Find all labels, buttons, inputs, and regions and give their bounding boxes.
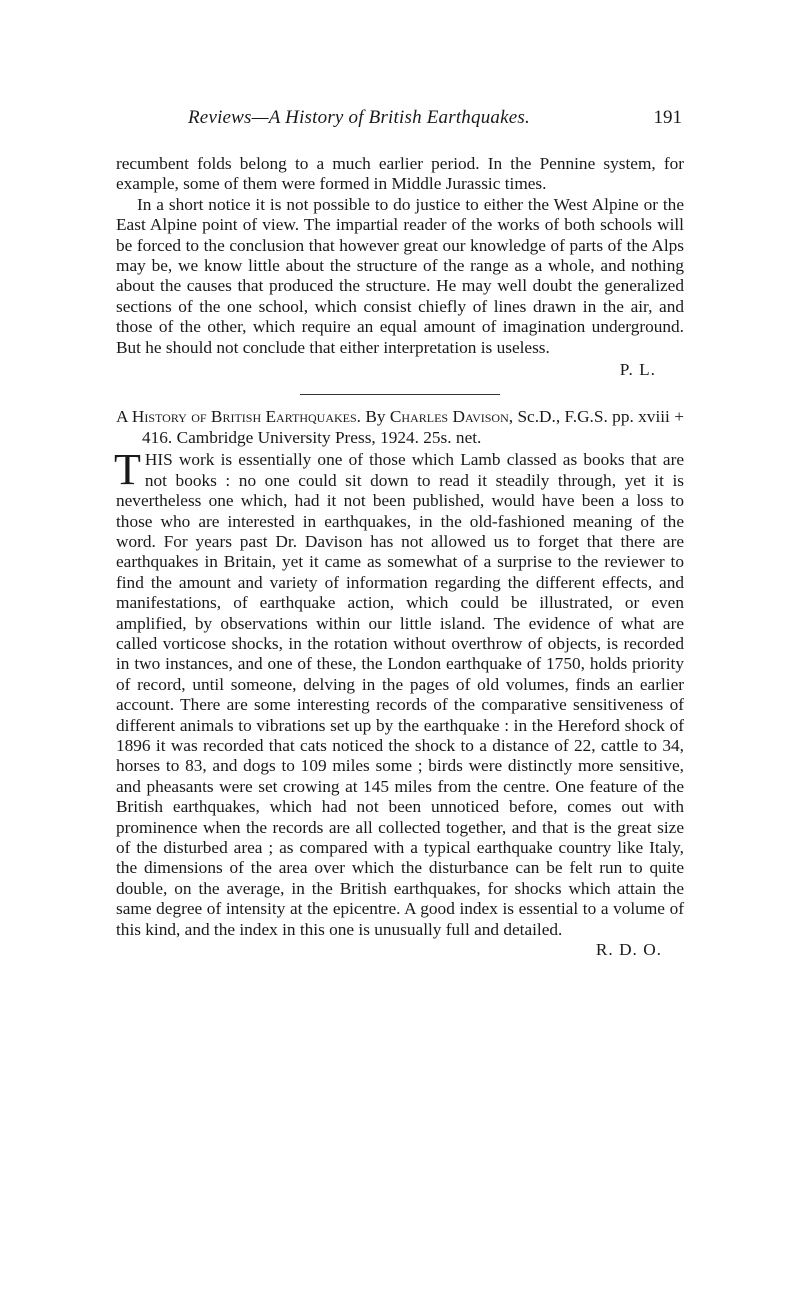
review1-paragraph-continued: recumbent folds belong to a much earlier period. In the Pennine system, for example, some of them were formed in Middle Jurassic times.: [116, 154, 684, 194]
review2-book-heading: [116, 407, 684, 448]
review2-body: [114, 445, 684, 940]
book-details: Sc.D., F.G.S. pp. xviii + 416. Cambridge University Press, 1924. 25s. net.: [142, 407, 684, 447]
book-by: By: [365, 407, 386, 427]
section-divider: [300, 394, 500, 395]
journal-page: [116, 108, 684, 960]
review2-signature: R. D. O.: [595, 940, 662, 960]
book-title: A History of British Earthquakes.: [116, 407, 361, 427]
review1-paragraph-2: In a short notice it is not possible to do justice to either the West Alpine or the East Alpine point of view. The impartial reader of the works of both schools will be forced to the conclusion that however great our knowledge of parts of the Alps may be, we know little about the structure of the range as a whole, and nothing about the causes that produced the structure. He may well doubt the generalized sections of the one school, which consist chiefly of lines drawn in the air, and those of the other, which require an equal amount of imagination underground. But he should not conclude that either interpretation is useless.: [116, 194, 684, 357]
drop-cap: T: [114, 445, 141, 495]
page-number: 191: [653, 107, 682, 128]
running-head: [116, 108, 684, 132]
review2-body-text: HIS work is essentially one of those which Lamb classed as books that are not books : no one could sit down to read it steadily through, yet it is nevertheless one which, had it not been published, would have been a loss to those who are interested in earthquakes, in the old-fashioned meaning of the word. For years past Dr. Davison has not allowed us to forget that there are earthquakes in Britain, yet it came as somewhat of a surprise to the reviewer to find the amount and variety of information regarding the different effects, and manifestations, of earthquake action, which could be illustrated, or even amplified, by observations within our little island. The evidence of what are called vorticose shocks, in the rotation without overthrow of objects, is recorded in two instances, and one of these, the London earthquake of 1750, holds priority of record, until someone, delving in the pages of old volumes, finds an earlier account. There are some interesting records of the comparative sensitiveness of different animals to vibrations set up by the earthquake : in the Hereford shock of 1896 it was recorded that cats noticed the shock to a distance of 22, cattle to 34, horses to 83, and dogs to 109 miles some ; birds were distinctly more sensitive, and pheasants were set crowing at 145 miles from the centre. One feature of the British earthquakes, which had not been unnoticed before, comes out with prominence when the records are all collected together, and that is the great size of the disturbed area ; as compared with a typical earthquake country like Italy, the dimensions of the area over which the disturbance can be felt run to quite double, on the average, in the British earthquakes, for shocks which attain the same degree of intensity at the epicentre. A good index is essential to a volume of this kind, and the index in this one is unusually full and detailed.: [116, 450, 684, 939]
running-head-title: Reviews—A History of British Earthquakes.: [188, 107, 530, 128]
review1-signature: P. L.: [619, 360, 656, 380]
book-author: Charles Davison,: [389, 407, 514, 427]
